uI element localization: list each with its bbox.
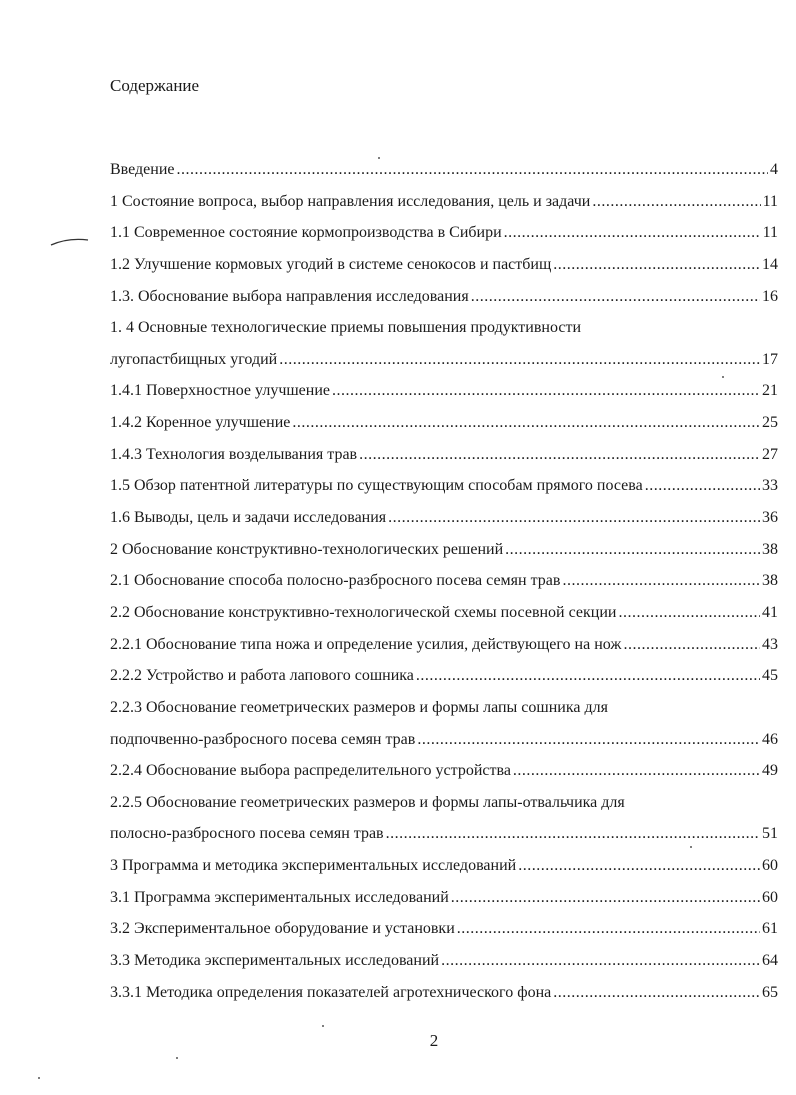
toc-entry-page: 36 <box>762 509 778 527</box>
toc-entry-title: 3.1 Программа экспериментальных исследований <box>110 888 449 906</box>
toc-entry-title: 1.4.2 Коренное улучшение <box>110 414 291 432</box>
toc-entry[interactable] <box>110 375 778 407</box>
toc-entry-title: лугопастбищных угодий <box>110 350 278 368</box>
toc-entry-page: 4 <box>770 161 778 178</box>
toc-entry-page: 27 <box>762 445 778 463</box>
table-of-contents <box>110 154 778 1008</box>
toc-entry-title: 2.2.4 Обоснование выбора распределительного устройства <box>110 762 511 780</box>
toc-entry[interactable] <box>110 597 778 629</box>
toc-entry[interactable] <box>110 154 778 186</box>
dot-leader <box>505 534 760 566</box>
toc-entry-page: 49 <box>762 762 778 780</box>
dot-leader <box>177 154 769 186</box>
toc-entry[interactable] <box>110 407 778 439</box>
toc-entry-page: 25 <box>762 414 778 432</box>
toc-entry[interactable] <box>110 439 778 471</box>
toc-entry-title: 2.1 Обоснование способа полосно-разбросного посева семян трав <box>110 572 561 590</box>
toc-entry[interactable] <box>110 818 778 850</box>
dot-leader <box>416 660 760 692</box>
dot-leader <box>623 629 760 661</box>
toc-entry[interactable] <box>110 534 778 566</box>
dot-leader <box>562 565 760 597</box>
dot-leader <box>513 755 760 787</box>
toc-entry-page: 33 <box>762 477 778 495</box>
toc-entry-title: 1. 4 Основные технологические приемы повышения продуктивности <box>110 319 582 337</box>
toc-entry[interactable] <box>110 249 778 281</box>
toc-entry-continued[interactable] <box>110 312 778 344</box>
toc-entry-page: 60 <box>762 888 778 906</box>
scan-speck <box>38 1077 40 1079</box>
dot-leader <box>618 597 760 629</box>
toc-entry-title: 3.3 Методика экспериментальных исследований <box>110 952 440 970</box>
toc-entry-title: 3.2 Экспериментальное оборудование и установки <box>110 920 455 938</box>
dot-leader <box>386 818 760 850</box>
toc-entry-page: 41 <box>762 603 778 621</box>
scan-speck <box>322 1025 324 1027</box>
toc-entry-page: 16 <box>762 287 778 305</box>
toc-entry[interactable] <box>110 344 778 376</box>
dot-leader <box>417 724 760 756</box>
toc-entry-title: 1 Состояние вопроса, выбор направления исследования, цель и задачи <box>110 192 591 210</box>
dot-leader <box>388 502 760 534</box>
toc-entry-page: 45 <box>762 667 778 685</box>
toc-entry-title: 2.2 Обоснование конструктивно-технологической схемы посевной секции <box>110 603 617 621</box>
dot-leader <box>553 977 760 1009</box>
toc-entry-title: Введение <box>110 161 175 178</box>
toc-entry-title: 1.2 Улучшение кормовых угодий в системе сенокосов и пастбищ <box>110 255 552 273</box>
toc-entry-title: 2.2.1 Обоснование типа ножа и определение усилия, действующего на нож <box>110 635 622 653</box>
toc-entry-title: 2.2.5 Обоснование геометрических размеров и формы лапы-отвальчика для <box>110 793 625 811</box>
toc-entry-page: 43 <box>762 635 778 653</box>
dot-leader <box>645 470 760 502</box>
toc-entry[interactable] <box>110 755 778 787</box>
toc-entry[interactable] <box>110 502 778 534</box>
toc-entry-title: 3 Программа и методика экспериментальных исследований <box>110 857 517 875</box>
toc-entry-page: 11 <box>762 224 778 242</box>
toc-entry[interactable] <box>110 281 778 313</box>
toc-entry-continued[interactable] <box>110 787 778 819</box>
scan-speck <box>176 1057 178 1059</box>
toc-entry-page: 14 <box>762 255 778 273</box>
toc-entry-title: 2 Обоснование конструктивно-технологических решений <box>110 540 504 558</box>
toc-entry-title: 1.4.3 Технология возделывания трав <box>110 445 358 463</box>
dot-leader <box>292 407 760 439</box>
toc-entry[interactable] <box>110 882 778 914</box>
toc-entry[interactable] <box>110 470 778 502</box>
toc-entry-title: 1.5 Обзор патентной литературы по существующим способам прямого посева <box>110 477 643 495</box>
toc-entry-title: 2.2.2 Устройство и работа лапового сошника <box>110 667 414 685</box>
toc-entry-page: 65 <box>762 983 778 1001</box>
toc-entry[interactable] <box>110 660 778 692</box>
scan-speck <box>378 157 380 159</box>
toc-entry[interactable] <box>110 913 778 945</box>
toc-entry-page: 46 <box>762 730 778 748</box>
toc-entry-title: 2.2.3 Обоснование геометрических размеров и формы лапы сошника для <box>110 698 608 716</box>
toc-entry-page: 21 <box>762 382 778 400</box>
toc-entry-page: 61 <box>762 920 778 938</box>
toc-entry-title: 1.1 Современное состояние кормопроизводства в Сибири <box>110 224 502 242</box>
dot-leader <box>471 281 760 313</box>
scan-speck <box>690 846 692 848</box>
toc-entry[interactable] <box>110 565 778 597</box>
page-title: Содержание <box>110 76 200 95</box>
toc-entry[interactable] <box>110 850 778 882</box>
dot-leader <box>451 882 760 914</box>
toc-entry-title: 1.6 Выводы, цель и задачи исследования <box>110 509 387 527</box>
dot-leader <box>504 217 761 249</box>
pen-stroke-mark <box>50 236 90 248</box>
toc-entry[interactable] <box>110 629 778 661</box>
toc-entry-page: 38 <box>762 572 778 590</box>
toc-entry-title: 1.4.1 Поверхностное улучшение <box>110 382 331 400</box>
page-number: 2 <box>429 1031 439 1050</box>
toc-entry-title: полосно-разбросного посева семян трав <box>110 825 384 843</box>
toc-entry-page: 11 <box>762 192 778 210</box>
dot-leader <box>359 439 760 471</box>
toc-entry[interactable] <box>110 217 778 249</box>
toc-entry-title: подпочвенно-разбросного посева семян трав <box>110 730 416 748</box>
toc-entry-page: 51 <box>762 825 778 843</box>
dot-leader <box>592 186 760 218</box>
toc-entry-title: 1.3. Обоснование выбора направления исследования <box>110 287 469 305</box>
toc-entry[interactable] <box>110 977 778 1009</box>
toc-entry[interactable] <box>110 945 778 977</box>
toc-entry-page: 60 <box>762 857 778 875</box>
toc-entry-continued[interactable] <box>110 692 778 724</box>
dot-leader <box>332 375 760 407</box>
dot-leader <box>279 344 760 376</box>
toc-entry-page: 17 <box>762 350 778 368</box>
toc-entry-page: 38 <box>762 540 778 558</box>
dot-leader <box>553 249 760 281</box>
dot-leader <box>441 945 760 977</box>
dot-leader <box>457 913 760 945</box>
toc-entry[interactable] <box>110 186 778 218</box>
toc-entry[interactable] <box>110 724 778 756</box>
toc-entry-page: 64 <box>762 952 778 970</box>
toc-entry-title: 3.3.1 Методика определения показателей агротехнического фона <box>110 983 552 1001</box>
scan-speck <box>722 376 724 378</box>
dot-leader <box>518 850 760 882</box>
